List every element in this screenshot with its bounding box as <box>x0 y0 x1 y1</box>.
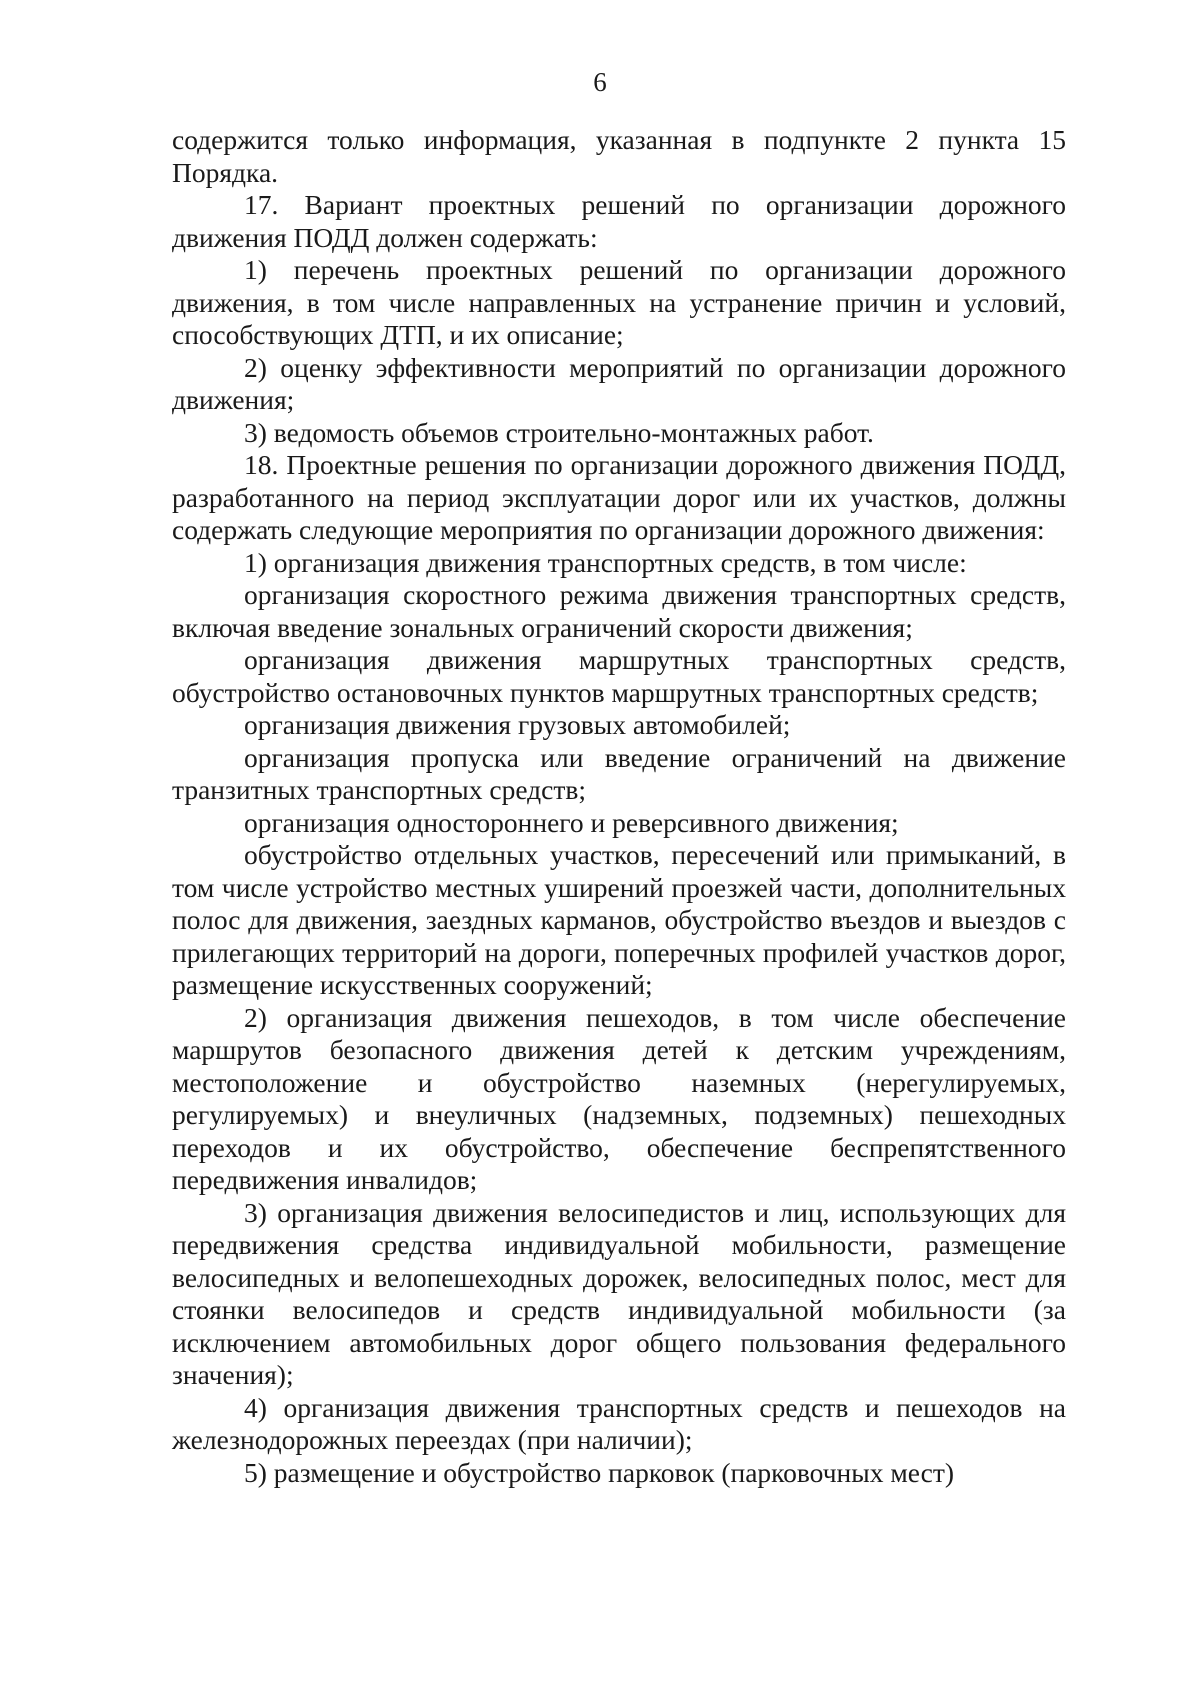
paragraph: содержится только информация, указанная в подпункте 2 пункта 15 Порядка. <box>172 124 1066 188</box>
paragraph: 17. Вариант проектных решений по организации дорожного движения ПОДД должен содержать: <box>172 189 1066 253</box>
paragraph: организация движения грузовых автомобилей; <box>244 709 791 740</box>
paragraph: 3) организация движения велосипедистов и лиц, использующих для передвижения средства индивидуальной мобильности, размещение велосипедных и велопешеходных дорожек, велосипедных полос, мест для стоянки велосипедов и средств индивидуальной мобильности (за исключением автомобильных дорог общего пользования федерального значения); <box>172 1196 1066 1390</box>
paragraph: организация скоростного режима движения транспортных средств, включая введение зональных ограничений скорости движения; <box>172 579 1066 643</box>
paragraph: организация движения маршрутных транспортных средств, обустройство остановочных пунктов маршрутных транспортных средств; <box>172 644 1066 708</box>
paragraph: организация одностороннего и реверсивного движения; <box>244 806 899 838</box>
paragraph: обустройство отдельных участков, пересечений или примыканий, в том числе устройство местных уширений проезжей части, дополнительных полос для движения, заездных карманов, обустройство въездов и выездов с прилегающих территорий на дороги, поперечных профилей участков дорог, размещение искусственных сооружений; <box>172 839 1066 1000</box>
paragraph: 2) организация движения пешеходов, в том числе обеспечение маршрутов безопасного движения детей к детским учреждениям, местоположение и обустройство наземных (нерегулируемых, регулируемых) и внеуличных (надземных, подземных) пешеходных переходов и их обустройство, обеспечение беспрепятственного передвижения инвалидов; <box>172 1001 1066 1195</box>
paragraph: 3) ведомость объемов строительно-монтажных работ. <box>244 416 874 448</box>
paragraph: 1) перечень проектных решений по организации дорожного движения, в том числе направленных на устранение причин и условий, способствующих ДТП, и их описание; <box>172 254 1066 350</box>
paragraph: 18. Проектные решения по организации дорожного движения ПОДД, разработанного на период эксплуатации дорог или их участков, должны содержать следующие мероприятия по организации дорожного движения: <box>172 449 1066 545</box>
page-number: 6 <box>593 67 607 97</box>
document-body <box>172 124 1066 1489</box>
paragraph: 2) оценку эффективности мероприятий по организации дорожного движения; <box>172 351 1066 415</box>
paragraph: 4) организация движения транспортных средств и пешеходов на железнодорожных переездах (при наличии); <box>172 1391 1066 1455</box>
paragraph: 1) организация движения транспортных средств, в том числе: <box>244 546 967 578</box>
paragraph: 5) размещение и обустройство парковок (парковочных мест) <box>244 1456 955 1488</box>
paragraph: организация пропуска или введение ограничений на движение транзитных транспортных средств; <box>172 741 1066 805</box>
